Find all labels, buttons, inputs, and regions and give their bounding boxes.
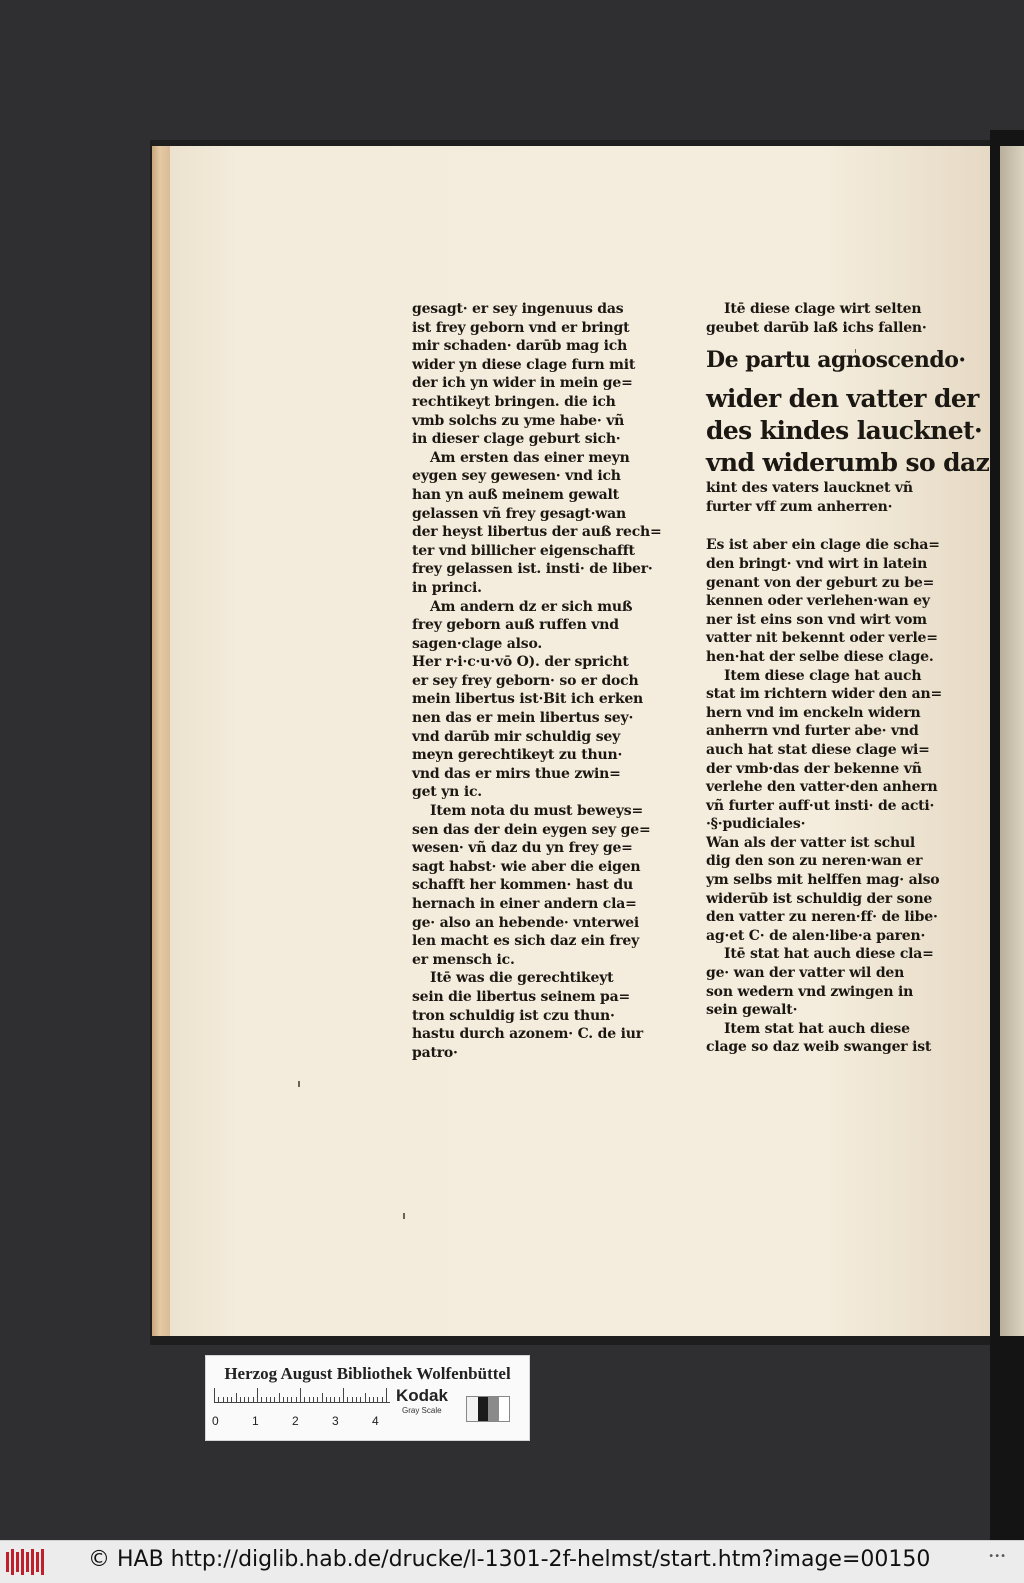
paragraph-gap xyxy=(706,516,946,536)
left_column-line: in dieser clage geburt sich· xyxy=(412,431,621,448)
right_body-line: ner ist eins son vnd wirt vom xyxy=(706,611,927,628)
left_column-line: rechtikeyt bringen. die ich xyxy=(412,393,616,410)
left_column-line: Itē was die gerechtikeyt xyxy=(430,970,614,987)
ruler-tick xyxy=(309,1397,310,1402)
ruler-tick xyxy=(322,1393,323,1402)
right_body-line: Item diese clage hat auch xyxy=(724,667,922,684)
left_column-line: Item nota du must beweys= xyxy=(430,803,643,820)
ruler-tick xyxy=(339,1397,340,1402)
left_column-line: Her r·i·c·u·vō O). der spricht xyxy=(412,654,629,671)
ruler-tick xyxy=(334,1397,335,1402)
right_body-line: auch hat stat diese clage wi= xyxy=(706,741,930,758)
heading-big-line: des kindes laucknet· xyxy=(706,416,983,446)
ruler-tick xyxy=(248,1397,249,1402)
heading-big-line: vnd widerumb so daz xyxy=(706,448,990,478)
ruler-tick xyxy=(304,1397,305,1402)
gray-swatches xyxy=(466,1396,510,1422)
ruler-tick xyxy=(283,1397,284,1402)
left_column-line: Am ersten das einer meyn xyxy=(430,449,630,466)
right_body-line: hern vnd im enckeln widern xyxy=(706,704,921,721)
left_column-line: ter vnd billicher eigenschafft xyxy=(412,542,635,559)
right_body-line: hen·hat der selbe diese clage. xyxy=(706,648,934,665)
ruler-tick xyxy=(236,1393,237,1402)
ruler-number: 3 xyxy=(332,1414,339,1428)
hab-logo-icon xyxy=(6,1549,48,1575)
left_column-line: frey gelassen ist. insti· de liber· xyxy=(412,561,653,578)
ruler-tick xyxy=(279,1393,280,1402)
ruler-tick xyxy=(356,1397,357,1402)
right_body-line: den bringt· vnd wirt in latein xyxy=(706,555,928,572)
ruler-number: 1 xyxy=(252,1414,259,1428)
right_body-line: widerūb ist schuldig der sone xyxy=(706,890,933,907)
left_column-line: eygen sey gewesen· vnd ich xyxy=(412,468,621,485)
left_column-line: ist frey geborn vnd er bringt xyxy=(412,319,630,336)
left_column-line: der heyst libertus der auß rech= xyxy=(412,524,662,541)
ruler-tick xyxy=(317,1397,318,1402)
right_body-line: kennen oder verlehen·wan ey xyxy=(706,593,930,610)
page-speck xyxy=(298,1081,300,1087)
ruler-tick xyxy=(343,1388,344,1402)
left_column-line: get yn ic. xyxy=(412,784,482,801)
left_column-line: schafft her kommen· hast du xyxy=(412,877,633,894)
ruler-tick xyxy=(365,1393,366,1402)
left_column-line: han yn auß meinem gewalt xyxy=(412,486,619,503)
kodak-logo: Kodak xyxy=(396,1386,448,1405)
left_column-line: len macht es sich daz ein frey xyxy=(412,933,640,950)
right_body-line: Item stat hat auch diese xyxy=(724,1020,910,1037)
left_column-line: er sey frey geborn· so er doch xyxy=(412,672,639,689)
ruler-tick xyxy=(296,1397,297,1402)
logo-bar xyxy=(11,1549,14,1575)
heading-continuation xyxy=(706,479,946,516)
page-speck xyxy=(403,1213,405,1219)
right_body-line: dig den son zu neren·wan er xyxy=(706,853,923,870)
ruler-tick xyxy=(287,1397,288,1402)
ruler-tick xyxy=(218,1397,219,1402)
logo-bar xyxy=(36,1552,39,1572)
logo-bar xyxy=(26,1552,29,1572)
left_column-line: gelassen vñ frey gesagt·wan xyxy=(412,505,626,522)
left_column-line: wesen· vñ daz du yn frey ge= xyxy=(412,840,633,857)
facing-page-edge xyxy=(1000,146,1024,1336)
left_column-line: wider yn diese clage furn mit xyxy=(412,356,636,373)
right_body-line: Itē stat hat auch diese cla= xyxy=(724,946,934,963)
left_column-line: gesagt· er sey ingenuus das xyxy=(412,301,624,317)
gray-swatch xyxy=(488,1397,499,1421)
gray-swatch xyxy=(467,1397,478,1421)
gray-scale-label: Gray Scale xyxy=(402,1406,442,1415)
ruler-tick xyxy=(360,1397,361,1402)
left_column-line: sagt habst· wie aber die eigen xyxy=(412,858,641,875)
heading-big-line: wider den vatter der xyxy=(706,384,979,414)
ruler-tick xyxy=(377,1397,378,1402)
ruler-tick xyxy=(244,1397,245,1402)
left_column-line: ge· also an hebende· vnterwei xyxy=(412,914,639,931)
ruler-tick xyxy=(227,1397,228,1402)
logo-bar xyxy=(41,1549,44,1575)
logo-bar xyxy=(31,1549,34,1575)
ruler-tick xyxy=(373,1397,374,1402)
ruler-tick xyxy=(223,1397,224,1402)
footer-url-text[interactable]: © HAB http://diglib.hab.de/drucke/l-1301-2f-helmst/start.htm?image=00150 xyxy=(88,1547,931,1572)
ruler-tick xyxy=(300,1388,301,1402)
right_body-line: ·§·pudiciales· xyxy=(706,816,806,833)
page-edge xyxy=(152,146,172,1336)
ruler-tick xyxy=(253,1397,254,1402)
right_intro-line: Itē diese clage wirt selten xyxy=(724,301,922,317)
ruler-tick xyxy=(261,1397,262,1402)
gray-swatch xyxy=(478,1397,489,1421)
left_column-line: meyn gerechtikeyt zu thun· xyxy=(412,747,623,764)
ruler-tick xyxy=(330,1397,331,1402)
right_body-line: anherrn vnd furter abe· vnd xyxy=(706,723,919,740)
right_body-line: ym selbs mit helffen mag· also xyxy=(706,872,940,889)
right_body-line: der vmb·das der bekenne vñ xyxy=(706,760,922,777)
right_after_heading-line: furter vff zum anherren· xyxy=(706,498,893,515)
ruler-tick xyxy=(386,1388,387,1402)
section-heading: De partu agnoscendo· xyxy=(706,347,966,374)
ruler-tick xyxy=(313,1397,314,1402)
right_body-line: vñ furter auff·ut insti· de acti· xyxy=(706,797,935,814)
left_column-line: tron schuldig ist czu thun· xyxy=(412,1007,615,1024)
ruler-number: 0 xyxy=(212,1414,219,1428)
left_column-line: patro· xyxy=(412,1044,458,1061)
logo-bar xyxy=(16,1552,19,1572)
left_column-line: hastu durch azonem· C. de iur xyxy=(412,1026,643,1043)
ruler-number: 4 xyxy=(372,1414,379,1428)
logo-bar xyxy=(6,1552,9,1572)
right-body-block xyxy=(706,536,946,1057)
left_column-line: vnd das er mirs thue zwin= xyxy=(412,765,621,782)
ruler-tick xyxy=(291,1397,292,1402)
ruler-scale xyxy=(214,1388,390,1403)
right-text-column xyxy=(706,300,990,1057)
right_body-line: clage so daz weib swanger ist xyxy=(706,1039,932,1056)
footer-dots: ••• xyxy=(988,1551,1006,1562)
left_column-line: mein libertus ist·Bit ich erken xyxy=(412,691,644,708)
right_after_heading-line: kint des vaters laucknet vñ xyxy=(706,480,913,497)
right_body-line: vatter nit bekennt oder verle= xyxy=(706,630,938,647)
right_body-line: ag·et C· de alen·libe·a paren· xyxy=(706,927,926,944)
ruler-tick xyxy=(240,1397,241,1402)
ruler-tick xyxy=(347,1397,348,1402)
ruler-tick xyxy=(270,1397,271,1402)
left_column-line: nen das er mein libertus sey· xyxy=(412,710,634,727)
ruler-number: 2 xyxy=(292,1414,299,1428)
color-reference-card xyxy=(205,1355,530,1441)
right-intro-block xyxy=(706,300,946,337)
ruler-tick xyxy=(352,1397,353,1402)
left_column-line: hernach in einer andern cla= xyxy=(412,896,637,912)
left_column-line: sen das der dein eygen sey ge= xyxy=(412,821,651,838)
ruler-tick xyxy=(231,1397,232,1402)
left_column-line: sagen·clage also. xyxy=(412,635,543,652)
section-heading-large xyxy=(706,383,990,479)
footer-bar xyxy=(0,1540,1024,1583)
logo-bar xyxy=(21,1549,24,1575)
ruler-tick xyxy=(214,1388,215,1402)
ruler-tick xyxy=(326,1397,327,1402)
right_body-line: ge· wan der vatter wil den xyxy=(706,965,905,982)
right_body-line: Es ist aber ein clage die scha= xyxy=(706,537,940,554)
right_body-line: son wedern vnd zwingen in xyxy=(706,983,914,1000)
right_body-line: Wan als der vatter ist schul xyxy=(706,834,916,851)
gray-swatch xyxy=(499,1397,510,1421)
left_column-line: er mensch ic. xyxy=(412,951,515,968)
left_column-line: Am andern dz er sich muß xyxy=(430,598,633,615)
left_column-line: sein die libertus seinem pa= xyxy=(412,988,631,1005)
ruler-tick xyxy=(257,1388,258,1402)
left-text-column xyxy=(412,300,662,1062)
right_intro-line: geubet darūb laß ichs fallen· xyxy=(706,319,927,336)
left_column-line: in princi. xyxy=(412,579,482,596)
left_column-line: der ich yn wider in mein ge= xyxy=(412,375,633,392)
library-name: Herzog August Bibliothek Wolfenbüttel xyxy=(224,1364,511,1383)
ruler-tick xyxy=(266,1397,267,1402)
right_body-line: sein gewalt· xyxy=(706,1002,798,1019)
right_body-line: stat im richtern wider den an= xyxy=(706,686,943,703)
ruler-tick xyxy=(382,1397,383,1402)
ruler-tick xyxy=(369,1397,370,1402)
right_body-line: den vatter zu neren·ff· de libe· xyxy=(706,909,938,926)
left_column-line: frey geborn auß ruffen vnd xyxy=(412,617,619,634)
right_body-line: verlehe den vatter·den anhern xyxy=(706,779,938,796)
right_body-line: genant von der geburt zu be= xyxy=(706,574,935,591)
left_column-line: vmb solchs zu yme habe· vñ xyxy=(412,412,625,429)
ruler-tick xyxy=(274,1397,275,1402)
left_column-line: mir schaden· darūb mag ich xyxy=(412,338,628,355)
left_column-line: vnd darūb mir schuldig sey xyxy=(412,728,621,745)
